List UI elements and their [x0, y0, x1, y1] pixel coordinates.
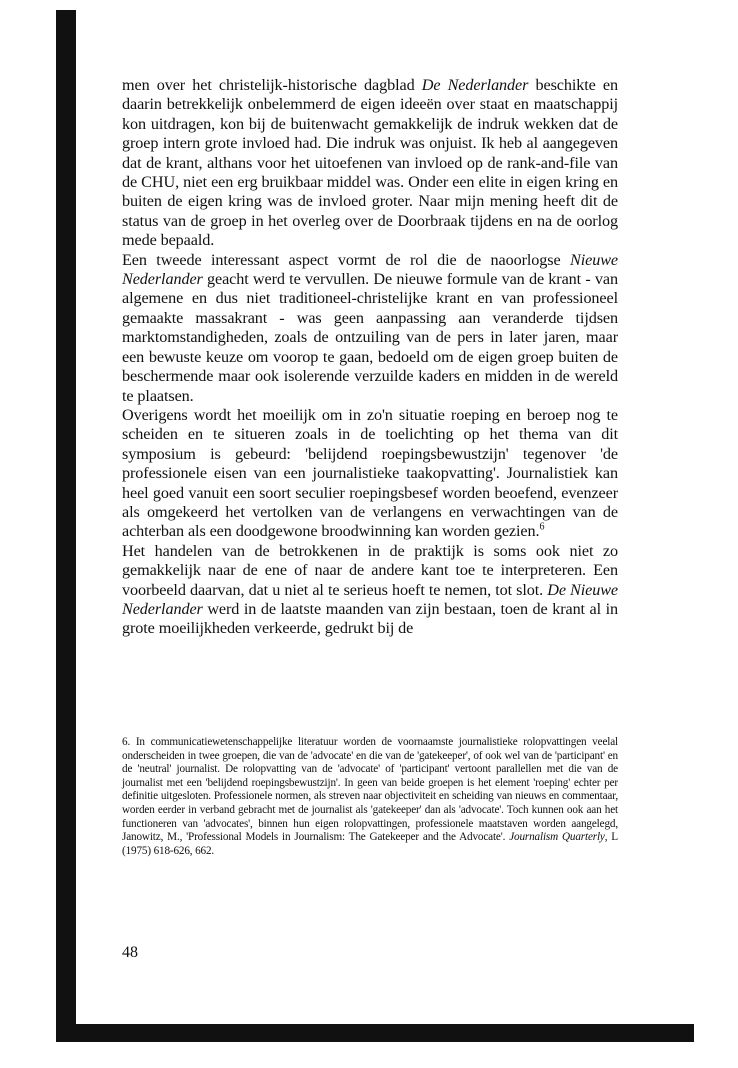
newspaper-title: Nieuwe Nederlander — [122, 250, 618, 289]
page-number: 48 — [122, 944, 138, 961]
footnote-6 — [122, 736, 618, 858]
paragraph-1 — [122, 76, 618, 251]
paragraph-4-text-cont: werd in de laatste maanden van zijn bestaan, toen de krant al in grote moeilijkheden verkeerde, gedrukt bij de — [122, 599, 618, 638]
paragraph-1-text-cont: beschikte en daarin betrekkelijk onbelemmerd de eigen ideeën over staat en maatschappij kon uitdragen, kon bij de buitenwacht gemakkelijk de indruk wekken dat de groep intern grote invloed had. Die indruk was onjuist. Ik heb al aangegeven dat de krant, althans voor het uitoefenen van invloed op de rank-and-file van de CHU, niet een erg bruikbaar middel was. Onder een elite in eigen kring en buiten de eigen kring was de invloed groter. Naar mijn mening heeft dit de status van de groep in het overleg over de Doorbraak tijdens en na de oorlog mede bepaald. — [122, 76, 618, 250]
paragraph-2-text: Een tweede interessant aspect vormt de rol die de naoorlogse — [122, 250, 571, 269]
paragraph-3-text: Overigens wordt het moeilijk om in zo'n situatie roeping en beroep nog te scheiden en te situeren zoals in de toelichting op het thema van dit symposium is gebeurd: 'belijdend roepingsbewustzijn' tegenover 'de professionele eisen van een journalistieke taakopvatting'. Journalistiek kan heel goed vanuit een soort seculier roepingsbesef worden beoefend, evenzeer als omgekeerd het vertolken van de verlangens en verwachtingen van de achterban als een doodgewone broodwinning kan worden gezien. — [122, 405, 618, 541]
footnote-text: 6. In communicatiewetenschappelijke literatuur worden de voornaamste journalistieke rolopvattingen veelal onderscheiden in twee groepen, die van de 'advocate' en die van de 'gatekeeper', of ook wel van de 'participant' en de 'neutral' journalist. De rolopvatting van de 'advocate' of 'participant' vertoont parallellen met die van de journalist met een 'belijdend roepingsbewustzijn'. In geen van beide groepen is het element 'roeping' echter per definitie uitgesloten. Professionele normen, als streven naar objectiviteit en scheiding van nieuws en commentaar, worden eerder in verband gebracht met de journalist als 'gatekeeper' dan als 'advocate'. Toch kunnen ook aan het functioneren van 'advocates', binnen hun eigen rolopvattingen, professionele maatstaven worden aangelegd, Janowitz, M., 'Professional Models in Journalism: The Gatekeeper and the Advocate'. — [122, 736, 618, 844]
body-text — [122, 76, 618, 639]
journal-title: Journalism Quarterly — [509, 831, 605, 844]
paragraph-3 — [122, 406, 618, 542]
paragraph-2 — [122, 251, 618, 406]
scan-border-left — [56, 10, 76, 1042]
footnote-citation: , L (1975) 618-626, 662. — [122, 831, 618, 857]
paragraph-4-text: Het handelen van de betrokkenen in de praktijk is soms ook niet zo gemakkelijk naar de ene of naar de andere kant toe te interpreteren. Een voorbeeld daarvan, dat u niet al te serieus hoeft te nemen, tot slot. — [122, 541, 618, 599]
paragraph-1-text: men over het christelijk-historische dagblad — [122, 76, 422, 94]
newspaper-title: De Nieuwe Nederlander — [122, 580, 619, 618]
paragraph-4 — [122, 542, 618, 639]
paragraph-2-text-cont: geacht werd te vervullen. De nieuwe formule van de krant - van algemene en dus niet traditioneel-christelijke krant en van professioneel gemaakte massakrant - was geen aanpassing aan veranderde tijdsen marktomstandigheden, zoals de ontzuiling van de pers in later jaren, maar een bewuste keuze om voorop te gaan, bedoeld om de eigen groep buiten de beschermende maar ook isolerende verzuilde kaders en midden in de wereld te plaatsen. — [122, 270, 618, 405]
scan-border-bottom — [56, 1024, 694, 1042]
newspaper-title: De Nederlander — [421, 76, 529, 94]
footnote-reference[interactable]: 6 — [539, 521, 545, 533]
